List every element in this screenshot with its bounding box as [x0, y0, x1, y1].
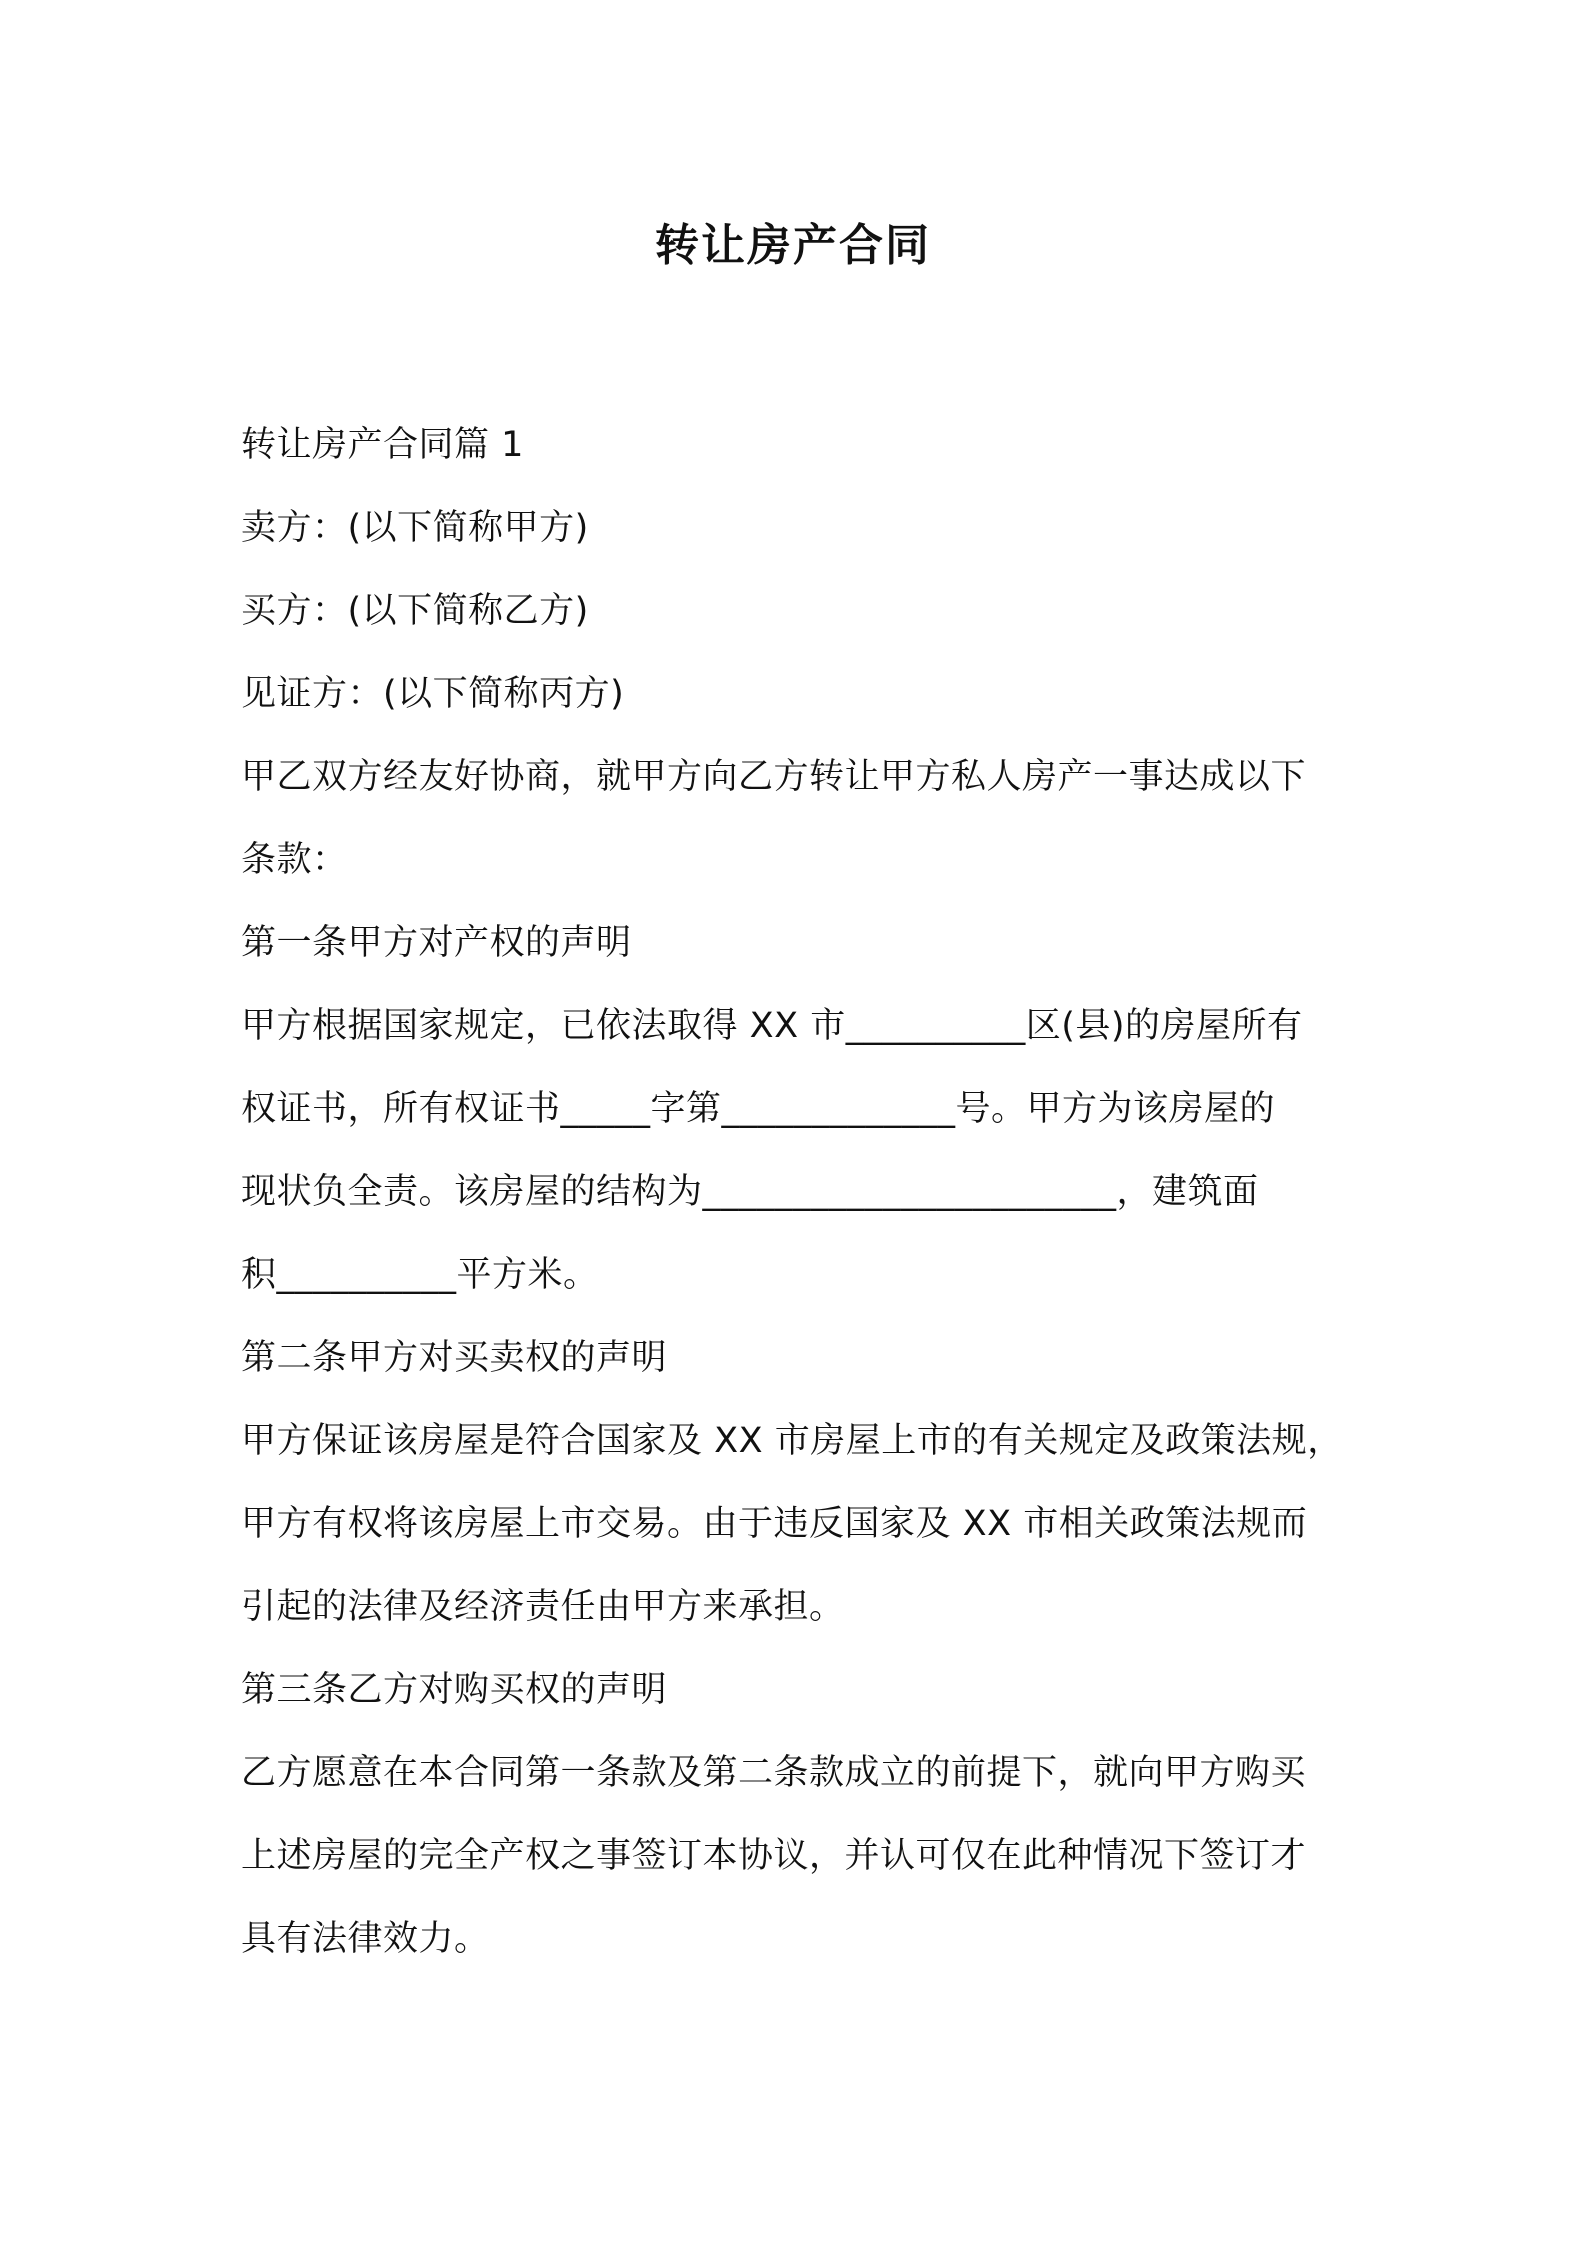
body-text-line: 乙方愿意在本合同第一条款及第二条款成立的前提下，就向甲方购买: [241, 1753, 1307, 1793]
article-heading: 第二条甲方对买卖权的声明: [241, 1338, 668, 1378]
body-text-line: 积__________平方米。: [241, 1255, 599, 1295]
article-heading: 第一条甲方对产权的声明: [241, 923, 632, 963]
buyer-line: 买方：(以下简称乙方): [241, 591, 589, 631]
body-text-line: 具有法律效力。: [241, 1919, 490, 1959]
body-text-line: 甲乙双方经友好协商，就甲方向乙方转让甲方私人房产一事达成以下: [241, 757, 1307, 797]
body-text-line: 现状负全责。该房屋的结构为_______________________，建筑面: [241, 1172, 1259, 1212]
body-text-line: 甲方有权将该房屋上市交易。由于违反国家及 XX 市相关政策法规而: [241, 1504, 1308, 1544]
body-text-line: 权证书，所有权证书_____字第_____________号。甲方为该房屋的: [241, 1089, 1276, 1129]
document-body: [241, 404, 1386, 1981]
section-heading: 转让房产合同篇 1: [241, 425, 524, 465]
witness-line: 见证方：(以下简称丙方): [241, 674, 625, 714]
body-text-line: 甲方保证该房屋是符合国家及 XX 市房屋上市的有关规定及政策法规，: [241, 1421, 1343, 1461]
article-heading: 第三条乙方对购买权的声明: [241, 1670, 668, 1710]
body-text-line: 上述房屋的完全产权之事签订本协议，并认可仅在此种情况下签订才: [241, 1836, 1307, 1876]
seller-line: 卖方：(以下简称甲方): [241, 508, 589, 548]
body-text-line: 条款：: [241, 840, 348, 880]
body-text-line: 引起的法律及经济责任由甲方来承担。: [241, 1587, 845, 1627]
body-text-line: 甲方根据国家规定，已依法取得 XX 市__________区(县)的房屋所有: [241, 1006, 1303, 1046]
document-title: 转让房产合同: [655, 220, 931, 271]
